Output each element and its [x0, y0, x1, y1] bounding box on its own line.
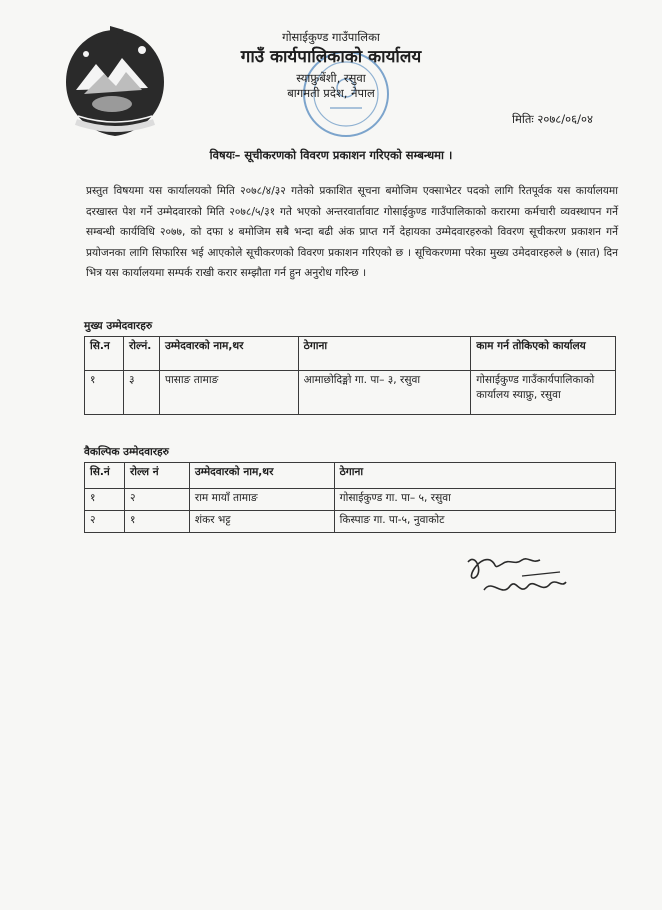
- col-header: उम्मेदवारको नाम,थर: [159, 337, 298, 371]
- table-cell: ३: [123, 371, 159, 415]
- col-header: रोल्नं.: [123, 337, 159, 371]
- table-cell: १: [124, 511, 189, 533]
- col-header: उम्मेदवारको नाम,थर: [189, 463, 334, 489]
- table-cell: २: [124, 489, 189, 511]
- col-header: रोल्ल नं: [124, 463, 189, 489]
- letterhead: [200, 30, 462, 101]
- table-cell: किस्पाङ गा. पा-५, नुवाकोट: [334, 511, 615, 533]
- government-emblem: [56, 24, 174, 142]
- subject-line: विषयः– सूचीकरणको विवरण प्रकाशन गरिएको सम्बन्धमा ।: [209, 148, 453, 162]
- main-candidates-table: [84, 336, 616, 415]
- notice-body: प्रस्तुत विषयमा यस कार्यालयको मिति २०७८/४/३२ गतेको प्रकाशित सूचना बमोजिम एक्साभेटर पदको लागि रितपूर्वक यस कार्यालयमा दरखास्त पेश गर्ने उम्मेदवारको मिति २०७८/५/३१ गते भएको अन्तरवार्तावाट गोसाईकुण्ड गाउँपालिकाको करारमा कर्मचारी व्यवस्थापन गर्ने सम्बन्धी कार्यविधि २०७७, को दफा ४ बमोजिम सबै भन्दा बढी अंक प्राप्त गर्ने देहायका उम्मेदवारहरुको विवरण सूचीकरण प्रकाशन गर्ने प्रयोजनका लागि सिफारिस भई आएकोले सूचीकरणको विवरण प्रकाशन गरिएको छ । सूचिकरणमा परेका मुख्य उमेदवारहरुले ७ (सात) दिन भित्र यस कार्यालयमा सम्पर्क राखी करार सम्झौता गर्न हुन अनुरोध गरिन्छ ।: [86, 185, 618, 280]
- table-header-row: [85, 337, 616, 371]
- municipality-name: गोसाईकुण्ड गाउँपालिका: [282, 30, 380, 44]
- alternate-candidates-table: [84, 462, 616, 533]
- table-row: [85, 489, 616, 511]
- table-cell: १: [85, 371, 124, 415]
- handwritten-signature: [462, 548, 572, 606]
- table-cell: १: [85, 489, 125, 511]
- table-cell: पासाङ तामाङ: [159, 371, 298, 415]
- table-cell: गोसाईकुण्ड गा. पा– ५, रसुवा: [334, 489, 615, 511]
- office-title: गाउँ कार्यपालिकाको कार्यालय: [240, 47, 422, 67]
- office-address: स्याफ्रुबेंशी, रसुवा: [296, 71, 366, 85]
- alternate-candidates-label: वैकल्पिक उम्मेदवारहरु: [84, 446, 170, 458]
- issue-date: मितिः २०७८/०६/०४: [512, 112, 593, 126]
- province-country: बागमती प्रदेश, नेपाल: [287, 86, 375, 100]
- col-header: सि.न: [85, 337, 124, 371]
- table-cell: राम मायाँ तामाङ: [189, 489, 334, 511]
- table-cell: २: [85, 511, 125, 533]
- table-cell: गोसाईकुण्ड गाउँकार्यपालिकाको कार्यालय स्याफ्रु, रसुवा: [471, 371, 616, 415]
- main-candidates-label: मुख्य उम्मेदवारहरु: [84, 320, 153, 332]
- table-cell: आमाछोदिङ्मो गा. पा– ३, रसुवा: [298, 371, 471, 415]
- table-cell: शंकर भट्ट: [189, 511, 334, 533]
- col-header: ठेगाना: [298, 337, 471, 371]
- table-row: [85, 371, 616, 415]
- col-header: ठेगाना: [334, 463, 615, 489]
- col-header: काम गर्न तोकिएको कार्यालय: [471, 337, 616, 371]
- table-row: [85, 511, 616, 533]
- col-header: सि.नं: [85, 463, 125, 489]
- table-header-row: [85, 463, 616, 489]
